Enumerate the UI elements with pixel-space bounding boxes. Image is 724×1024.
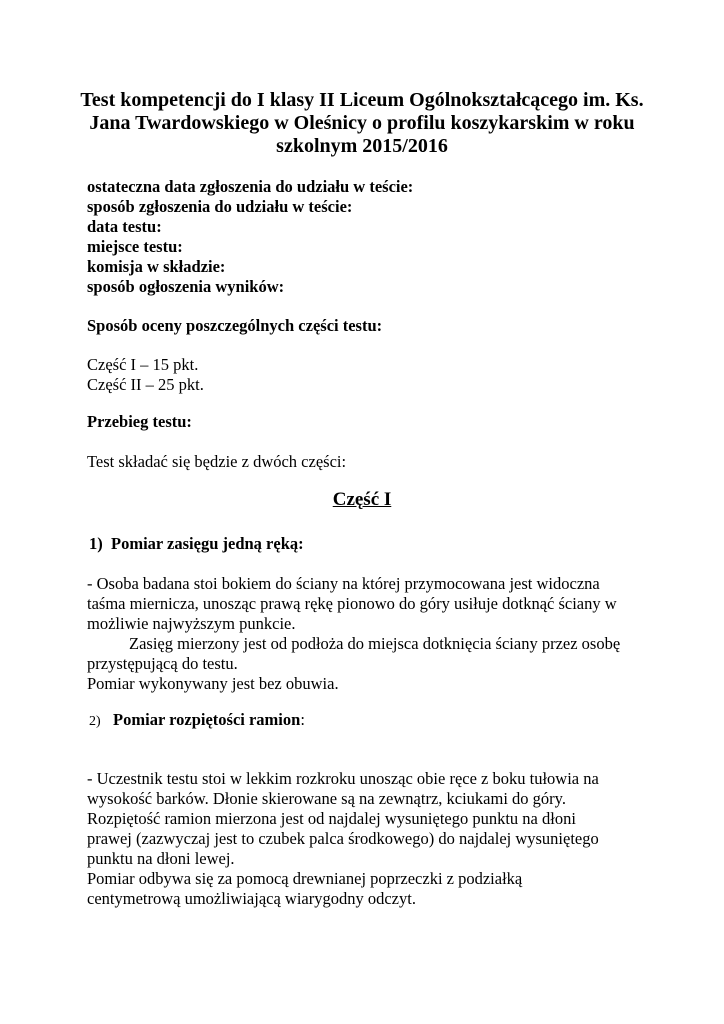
course-heading	[87, 412, 667, 432]
info-field-place: miejsce testu:	[87, 237, 183, 256]
item1-body	[87, 574, 667, 694]
info-field-registration: sposób zgłoszenia do udziału w teście:	[87, 197, 353, 216]
item2-line: - Uczestnik testu stoi w lekkim rozkroku unosząc obie ręce z boku tułowia na	[87, 769, 599, 788]
item1-line: przystępującą do testu.	[87, 654, 238, 673]
item2-body	[87, 769, 667, 909]
item1-line: Pomiar wykonywany jest bez obuwia.	[87, 674, 339, 693]
part1-heading: Część I	[332, 489, 392, 510]
title-line: Jana Twardowskiego w Oleśnicy o profilu koszykarskim w roku	[89, 112, 635, 134]
item1-line: taśma miernicza, unosząc prawą rękę pionowo do góry usiłuje dotknąć ściany w	[87, 594, 617, 613]
course-intro	[87, 452, 667, 472]
info-field-deadline: ostateczna data zgłoszenia do udziału w teście:	[87, 177, 414, 196]
item2-line: wysokość barków. Dłonie skierowane są na zewnątrz, kciukami do góry.	[87, 789, 566, 808]
item1-heading	[89, 534, 304, 554]
scoring-heading-text: Sposób oceny poszczególnych części testu:	[87, 316, 383, 335]
item1-title: Pomiar zasięgu jedną ręką:	[111, 534, 304, 553]
item2-title-suffix: :	[300, 710, 305, 729]
course-heading-text: Przebieg testu:	[87, 412, 192, 431]
item1-number: 1)	[89, 534, 103, 553]
info-field-results: sposób ogłoszenia wyników:	[87, 277, 285, 296]
item2-number: 2)	[89, 714, 101, 729]
item2-title: Pomiar rozpiętości ramion	[113, 710, 301, 729]
info-field-date: data testu:	[87, 217, 162, 236]
item2-line: prawej (zazwyczaj jest to czubek palca środkowego) do najdalej wysuniętego	[87, 829, 599, 848]
item2-line: punktu na dłoni lewej.	[87, 849, 235, 868]
item1-line: możliwie najwyższym punkcie.	[87, 614, 296, 633]
item2-line: Pomiar odbywa się za pomocą drewnianej poprzeczki z podziałką	[87, 869, 523, 888]
info-field-committee: komisja w składzie:	[87, 257, 226, 276]
scoring-lines	[87, 355, 667, 395]
item1-line: Zasięg mierzony jest od podłoża do miejsca dotknięcia ściany przez osobę	[129, 634, 621, 653]
scoring-heading	[87, 316, 667, 336]
item2-line: Rozpiętość ramion mierzona jest od najdalej wysuniętego punktu na dłoni	[87, 809, 576, 828]
item1-line: - Osoba badana stoi bokiem do ściany na której przymocowana jest widoczna	[87, 574, 600, 593]
document-title	[60, 89, 664, 158]
scoring-line: Część II – 25 pkt.	[87, 375, 204, 394]
item2-line: centymetrową umożliwiającą wiarygodny odczyt.	[87, 889, 416, 908]
course-intro-text: Test składać się będzie z dwóch części:	[87, 452, 347, 471]
scoring-line: Część I – 15 pkt.	[87, 355, 199, 374]
title-line: szkolnym 2015/2016	[276, 135, 448, 157]
info-fields	[87, 177, 667, 297]
title-line: Test kompetencji do I klasy II Liceum Ogólnokształcącego im. Ks.	[80, 89, 644, 111]
item2-heading	[89, 710, 305, 732]
